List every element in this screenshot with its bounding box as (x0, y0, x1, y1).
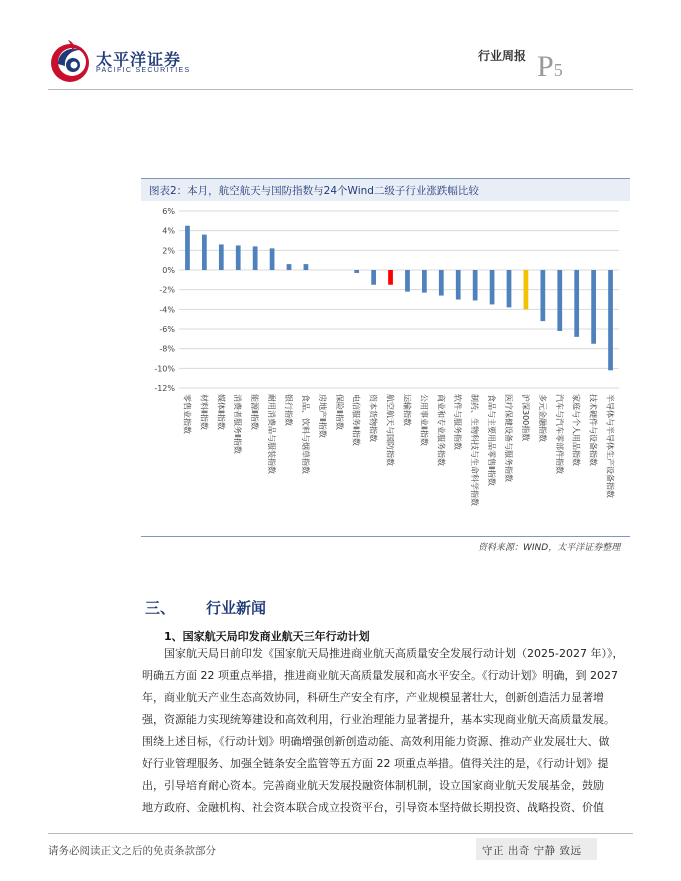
company-name-cn: 太平洋证券 (96, 50, 182, 69)
chart-bar (507, 270, 512, 307)
x-tick-label: 半导体与半导体生产设备指数 (605, 394, 615, 498)
chart-bar (608, 270, 613, 370)
chart-bar (473, 270, 478, 300)
x-tick-label: 零售业指数 (182, 394, 192, 434)
chart-bar (202, 235, 207, 270)
section-title: 行业新闻 (206, 599, 267, 617)
news-paragraph-line: 地方政府、金融机构、社会资本联合成立投资平台，引导资本坚持做长期投资、战略投资、价值 (142, 801, 604, 814)
chart-bar (236, 245, 241, 270)
chart-bar (270, 248, 275, 270)
news-headline: 1、国家航天局印发商业航天三年行动计划 (164, 630, 370, 643)
bar-chart (141, 201, 630, 534)
chart-bar (371, 270, 376, 285)
figure-bottom-divider (141, 536, 630, 537)
x-tick-label: 消费者服务Ⅱ指数 (233, 394, 243, 454)
x-tick-label: 技术硬件与设备指数 (588, 394, 598, 466)
chart-bar (287, 264, 292, 270)
page-number-value: 5 (553, 60, 563, 80)
news-paragraph-line: 国家航天局日前印发《国家航天局推进商业航天高质量安全发展行动计划（2025-2027 年）》， (164, 647, 624, 660)
x-tick-label: 公用事业Ⅱ指数 (419, 394, 429, 446)
chart-bar (422, 270, 427, 293)
chart-bar (185, 226, 190, 270)
header-divider (48, 89, 633, 90)
y-tick-label: -12% (154, 384, 175, 393)
footer-divider (48, 833, 633, 834)
company-logo-icon (48, 38, 92, 84)
y-tick-label: -8% (159, 344, 175, 354)
x-tick-label: 媒体Ⅱ指数 (216, 394, 226, 430)
chart-bar (574, 270, 579, 337)
x-tick-label: 材料Ⅱ指数 (199, 394, 209, 430)
news-paragraph-line: 好行业管理服务、加强全链条安全监管等五方面 22 项重点举措。值得关注的是，《行动计划》提 (142, 757, 609, 770)
x-tick-label: 沪深300指数 (520, 394, 530, 442)
chart-bar (540, 270, 545, 321)
x-tick-label: 保险Ⅱ指数 (334, 394, 344, 430)
x-tick-label: 耐用消费品与服装指数 (267, 394, 277, 474)
news-paragraph-line: 出，引导培育耐心资本。完善商业航天发展投融资体制机制，设立国家商业航天发展基金，鼓励 (142, 779, 604, 792)
chart-bar (490, 270, 495, 304)
y-tick-label: 4% (162, 226, 175, 236)
news-paragraph-line: 强，资源能力实现统筹建设和高效利用，行业治理能力显著提升，基本实现商业航天高质量发展。 (142, 713, 615, 726)
x-tick-label: 资本货物指数 (368, 394, 378, 442)
x-tick-label: 食品、饮料与烟草指数 (300, 394, 310, 474)
chart-bar (304, 264, 309, 270)
chart-bar (524, 270, 529, 309)
page-number (537, 52, 563, 85)
x-tick-label: 食品与主要用品零售Ⅱ指数 (487, 394, 497, 486)
y-tick-label: 0% (162, 266, 175, 275)
chart-bar (354, 270, 359, 273)
chart-bar (253, 246, 258, 270)
figure-title: 图表2：本月，航空航天与国防指数与24个Wind二级子行业涨跌幅比较 (149, 185, 479, 197)
x-tick-label: 房地产Ⅱ指数 (317, 394, 327, 438)
chart-bar (439, 270, 444, 296)
x-tick-label: 多元金融指数 (537, 394, 547, 442)
y-tick-label: -2% (159, 285, 175, 295)
footer-disclaimer: 请务必阅读正文之后的免责条款部分 (48, 845, 216, 857)
report-type-label: 行业周报 (478, 49, 527, 63)
y-tick-label: 6% (162, 207, 175, 216)
figure-source-note: 资料来源：WIND，太平洋证券整理 (478, 543, 621, 553)
x-tick-label: 制药、生物科技与生命科学指数 (470, 394, 480, 506)
chart-bar (557, 270, 562, 331)
x-tick-label: 汽车与汽车零部件指数 (554, 394, 564, 474)
chart-bar (456, 270, 461, 300)
x-tick-label: 银行指数 (284, 394, 293, 426)
chart-bar (388, 270, 393, 285)
chart-bar (405, 270, 410, 292)
x-tick-label: 软件与服务指数 (453, 394, 463, 450)
x-tick-label: 运输指数 (402, 394, 412, 426)
company-name-en: PACIFIC SECURITIES (96, 67, 191, 74)
x-tick-label: 能源Ⅱ指数 (250, 394, 260, 430)
x-tick-label: 电信服务Ⅱ指数 (351, 394, 361, 446)
y-tick-label: 2% (162, 246, 175, 256)
x-tick-label: 家庭与个人用品指数 (571, 394, 581, 466)
y-tick-label: -4% (159, 305, 175, 315)
y-tick-label: -6% (159, 325, 175, 334)
x-tick-label: 航空航天与国防指数 (385, 394, 395, 466)
news-paragraph-line: 明确五方面 22 项重点举措，推进商业航天高质量发展和高水平安全。《行动计划》明确，到 2027 (142, 669, 618, 682)
page-letter: P (537, 50, 554, 83)
news-paragraph-line: 年，商业航天产业生态高效协同，科研生产安全有序，产业规模显著壮大，创新创造活力显著增 (142, 691, 604, 704)
chart-bar (591, 270, 596, 344)
footer-motto: 守正 出奇 宁静 致远 (482, 845, 582, 857)
chart-bar (219, 244, 224, 270)
x-tick-label: 商业和专业服务指数 (436, 394, 446, 466)
news-paragraph-line: 围绕上述目标，《行动计划》明确增强创新创造动能、高效利用能力资源、推动产业发展壮大、做 (142, 735, 610, 748)
section-number: 三、 (145, 599, 176, 617)
y-tick-label: -10% (154, 364, 175, 374)
x-tick-label: 医疗保健设备与服务指数 (504, 394, 513, 482)
